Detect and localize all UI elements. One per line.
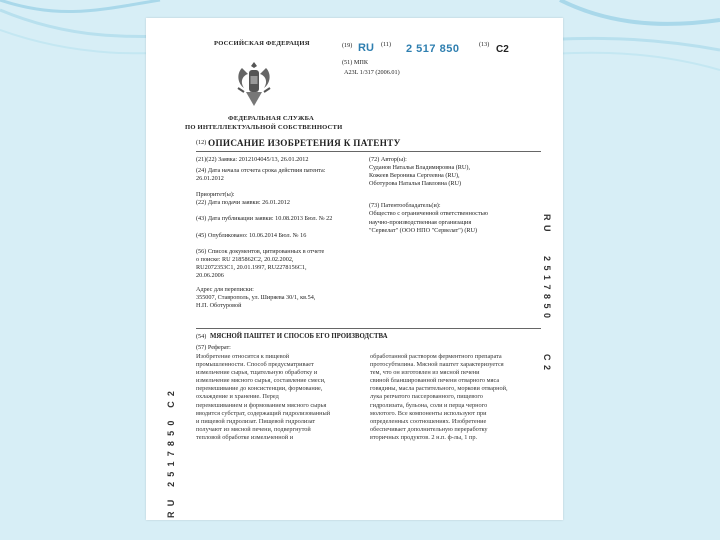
abstract-left-line: Изобретение относится к пищевой xyxy=(196,353,290,360)
field-address-label: Адрес для переписки: xyxy=(196,286,254,294)
abstract-right-line: обеспечивает дополнительную переработку xyxy=(370,425,488,433)
agency-line-2: ПО ИНТЕЛЛЕКТУАЛЬНОЙ СОБСТВЕННОСТИ xyxy=(185,124,343,131)
field-publication: (43) Дата публикации заявки: 10.08.2013 Бюл. № 22 xyxy=(196,215,333,223)
abstract-left-line: охлаждение и хранение. Перед xyxy=(196,393,279,401)
right-bibliographic-fields xyxy=(369,156,488,235)
invention-rule xyxy=(196,328,541,329)
field-patentee-1: Общество с ограниченной ответственностью xyxy=(369,210,489,218)
field-author-1: Суданов Наталья Владимировна (RU), xyxy=(369,164,471,172)
invention-code: (54) xyxy=(196,333,207,340)
field-term-start-date: 26.01.2012 xyxy=(196,175,224,183)
side-label-left: RU 2517850 C2 xyxy=(166,385,176,518)
abstract-left-column xyxy=(196,353,356,442)
code-13: (13) xyxy=(479,41,490,48)
abstract-right-line: вторичных продуктов. 2 н.п. ф-лы, 1 пр. xyxy=(370,433,478,441)
field-patentee-3: "Сервелат" (ООО НПО "Сервелат") (RU) xyxy=(369,226,478,234)
abstract-right-line: говядины, масла растительного, моркови отварной, xyxy=(370,385,508,393)
country-label: РОССИЙСКАЯ ФЕДЕРАЦИЯ xyxy=(214,40,310,47)
field-citations: (56) Список документов, цитированных в отчете xyxy=(196,247,325,255)
abstract-right-line: протосубтилина. Мясной паштет характеризуется xyxy=(370,361,504,369)
doc-title: ОПИСАНИЕ ИЗОБРЕТЕНИЯ К ПАТЕНТУ xyxy=(208,138,401,148)
field-patentee: (73) Патентообладатель(и): xyxy=(369,202,441,210)
side-label-right-number: 2517850 xyxy=(542,256,552,323)
abstract-left-line: перемешиванием и формованием мясного сырья xyxy=(196,401,327,409)
coat-of-arms-icon xyxy=(234,58,274,110)
patent-document xyxy=(146,18,563,520)
abstract-left-line: тепловой обработке измельченной и xyxy=(196,433,294,441)
code-11: (11) xyxy=(381,41,392,48)
invention-name: МЯСНОЙ ПАШТЕТ И СПОСОБ ЕГО ПРОИЗВОДСТВА xyxy=(210,333,388,340)
abstract-left-line: и пищевой гидролизат. Пищевой гидролизат xyxy=(196,417,316,425)
agency-line-1: ФЕДЕРАЛЬНАЯ СЛУЖБА xyxy=(228,115,315,122)
country-code: RU xyxy=(358,42,374,54)
abstract-left-line: измельчение сырья, тщательную обработку и xyxy=(196,369,318,377)
abstract-left-line: получают из мясной печени, подвергнутой xyxy=(196,425,311,433)
abstract-right-column xyxy=(370,353,540,442)
field-application: (21)(22) Заявка: 2012104045/13, 26.01.2012 xyxy=(196,156,309,163)
title-rule xyxy=(196,151,541,152)
field-author-3: Оботурова Наталья Павловна (RU) xyxy=(369,180,462,188)
ipc-value: A23L 1/317 (2006.01) xyxy=(344,69,400,76)
abstract-left-line: перемешивание до консистенции, формование, xyxy=(196,385,323,393)
abstract-left-line: промышленности. Способ предусматривает xyxy=(196,361,314,369)
ipc-code: (51) МПК xyxy=(342,59,368,66)
abstract-right-line: тем, что он изготовлен из мясной печени xyxy=(370,369,480,377)
left-bibliographic-fields xyxy=(196,156,332,310)
field-patentee-2: научно-производственная организация xyxy=(369,218,472,226)
field-filing-date: (22) Дата подачи заявки: 26.01.2012 xyxy=(196,199,290,207)
abstract-right-line: лука репчатого пассерованного, пищевого xyxy=(370,393,483,401)
field-citations-2: RU2072353C1, 20.01.1997, RU2278156C1, xyxy=(196,263,307,271)
field-citations-3: 20.06.2006 xyxy=(196,271,224,279)
field-author-2: Кожеев Вероника Сергеевна (RU), xyxy=(369,172,460,180)
abstract-right-line: гидролизата, бульона, соли и перца черного xyxy=(370,401,488,409)
field-authors: (72) Автор(ы): xyxy=(369,156,407,163)
field-citations-1: о поиске: RU 2185862C2, 20.02.2002, xyxy=(196,255,294,263)
side-label-right-kind: C2 xyxy=(542,354,552,375)
abstract-left-line: измельчение мясного сырья, составление смеси, xyxy=(196,377,326,385)
field-published: (45) Опубликовано: 10.06.2014 Бюл. № 16 xyxy=(196,231,307,239)
field-address: 355007, Ставрополь, ул. Ширяева 30/1, кв.54, xyxy=(196,294,316,302)
abstract-right-line: обработанной раствором ферментного препарата xyxy=(370,353,502,360)
kind-code: C2 xyxy=(496,44,509,55)
abstract-left-line: вводится субстрат, содержащий гидролизованный xyxy=(196,409,331,417)
abstract-right-line: свиной бланшированной печени отварного мяса xyxy=(370,377,500,385)
abstract-right-line: молотого. Все компоненты используют при xyxy=(370,409,487,417)
field-priority: Приоритет(ы): xyxy=(196,191,235,199)
side-label-right-country: RU xyxy=(542,214,552,236)
patent-number: 2 517 850 xyxy=(406,43,460,55)
abstract-right-line: определенных соотношениях. Изобретение xyxy=(370,417,487,425)
code-19: (19) xyxy=(342,42,353,49)
field-term-start: (24) Дата начала отсчета срока действия патента: xyxy=(196,167,326,175)
field-address-name: Н.П. Оботуровой xyxy=(196,302,242,310)
doc-title-code: (12) xyxy=(196,139,207,146)
abstract-label: (57) Реферат: xyxy=(196,344,231,351)
